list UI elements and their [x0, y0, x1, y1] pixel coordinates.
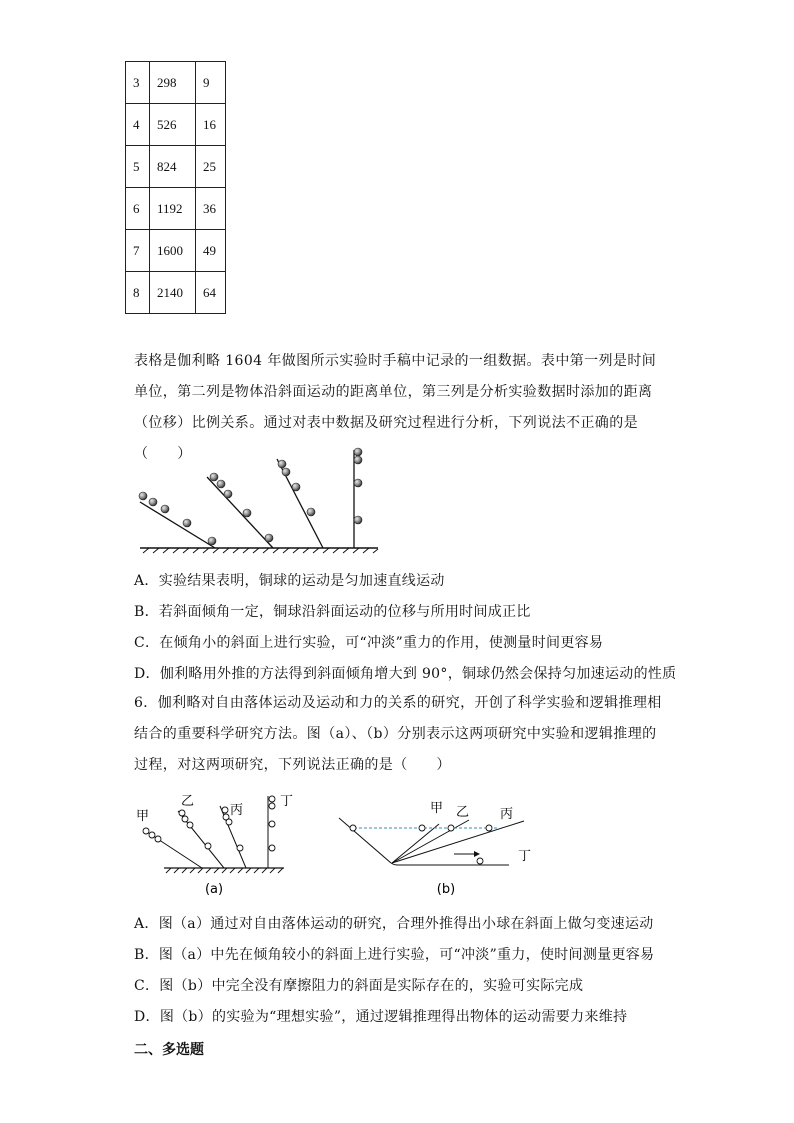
table-cell: 298: [150, 62, 196, 104]
table-row: [126, 188, 226, 230]
q5-incline-figure: [135, 445, 385, 555]
q6-stem: 6．伽利略对自由落体运动及运动和力的关系的研究，开创了科学实验和逻辑推理相结合的重要科学研究方法。图（a）、（b）分别表示这两项研究中实验和逻辑推理的过程，对这两项研究，下列说法正确的是（ ）: [134, 695, 662, 773]
q5-option-d: D．伽利略用外推的方法得到斜面倾角增大到 90°，铜球仍然会保持匀加速运动的性质: [134, 666, 677, 682]
fig-a-caption: (a): [204, 882, 224, 897]
table-cell: 824: [150, 146, 196, 188]
table-cell: 49: [196, 230, 226, 272]
table-row: [126, 230, 226, 272]
section-title: 二、多选题: [134, 1042, 204, 1058]
table-cell: 16: [196, 104, 226, 146]
fig-b-label-jia: 甲: [430, 801, 444, 816]
incline-1: [140, 502, 215, 548]
fig-a-label-yi: 乙: [181, 794, 195, 809]
q6-option-d: D．图（b）的实验为“理想实验”，通过逻辑推理得出物体的运动需要力来维持: [134, 1009, 628, 1025]
fig-b-label-yi: 乙: [456, 805, 470, 820]
table-cell: 8: [126, 272, 150, 314]
fig-b-caption: (b): [436, 882, 456, 897]
q5-option-a: A．实验结果表明，铜球的运动是匀加速直线运动: [134, 573, 445, 589]
fig-a-label-bing: 丙: [230, 803, 244, 818]
table-cell: 7: [126, 230, 150, 272]
table-row: [126, 146, 226, 188]
q6-figure-b: [334, 788, 534, 898]
fig-a-label-ding: 丁: [280, 794, 294, 809]
table-cell: 9: [196, 62, 226, 104]
table-row: [126, 62, 226, 104]
data-table: [125, 61, 226, 314]
table-cell: 36: [196, 188, 226, 230]
q5-option-b: B．若斜面倾角一定，铜球沿斜面运动的位移与所用时间成正比: [134, 604, 531, 620]
table-cell: 5: [126, 146, 150, 188]
table-cell: 1192: [150, 188, 196, 230]
q5-stem: 表格是伽利略 1604 年做图所示实验时手稿中记录的一组数据。表中第一列是时间单位，第二列是物体沿斜面运动的距离单位，第三列是分析实验数据时添加的距离（位移）比例关系。通过对表中数据及研究过程进行分析，下列说法不正确的是（ ）: [134, 353, 657, 462]
fig-a-label-jia: 甲: [136, 809, 150, 824]
q6-figure-a: [134, 788, 294, 898]
table-cell: 64: [196, 272, 226, 314]
q5-option-c: C．在倾角小的斜面上进行实验，可“冲淡”重力的作用，使测量时间更容易: [134, 635, 604, 651]
table-cell: 3: [126, 62, 150, 104]
table-cell: 6: [126, 188, 150, 230]
fig-b-label-ding: 丁: [518, 849, 532, 864]
table-cell: 2140: [150, 272, 196, 314]
fig-b-label-bing: 丙: [500, 807, 514, 822]
q6-option-c: C．图（b）中完全没有摩擦阻力的斜面是实际存在的，实验可实际完成: [134, 978, 584, 994]
q6-option-b: B．图（a）中先在倾角较小的斜面上进行实验，可“冲淡”重力，使时间测量更容易: [134, 947, 655, 963]
table-cell: 4: [126, 104, 150, 146]
table-row: [126, 104, 226, 146]
incline-2: [207, 477, 273, 548]
table-cell: 25: [196, 146, 226, 188]
table-row: [126, 272, 226, 314]
table-cell: 1600: [150, 230, 196, 272]
q6-option-a: A．图（a）通过对自由落体运动的研究，合理外推得出小球在斜面上做匀变速运动: [134, 916, 654, 932]
table-cell: 526: [150, 104, 196, 146]
